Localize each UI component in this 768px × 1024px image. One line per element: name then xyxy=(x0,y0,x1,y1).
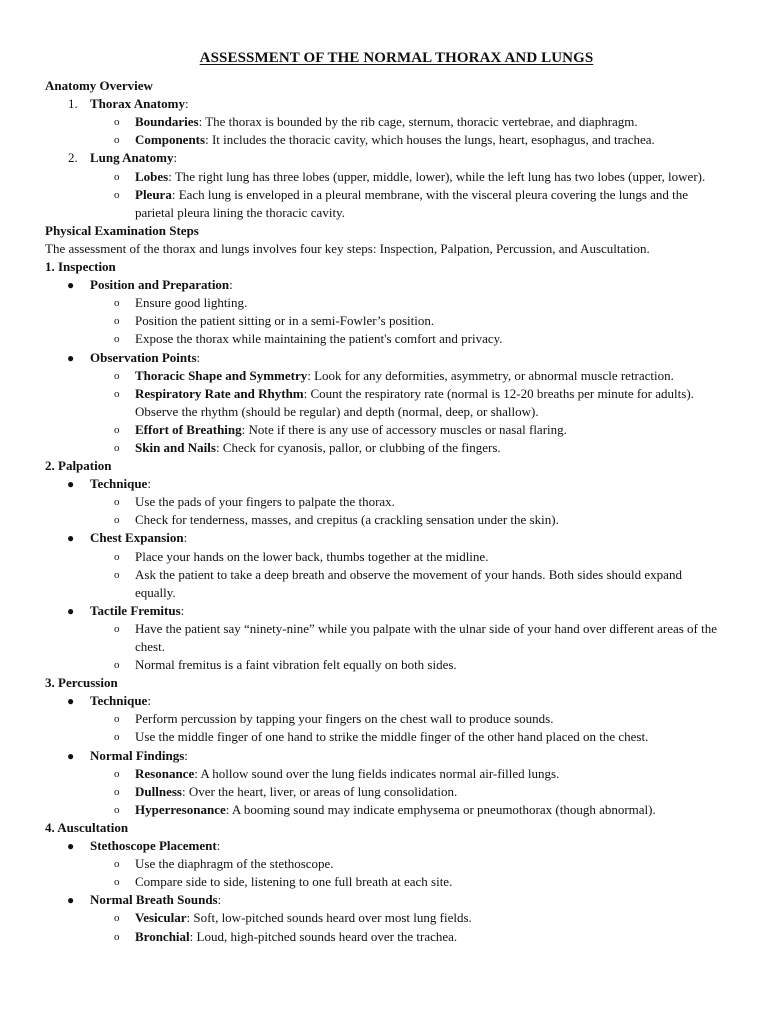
item-term: Bronchial xyxy=(135,928,190,944)
circle-bullet-icon: o xyxy=(114,441,120,454)
item-text: Compare side to side, listening to one full breath at each site. xyxy=(135,874,453,890)
item-text: : Over the heart, liver, or areas of lung consolidation. xyxy=(181,783,458,799)
bullet-icon: ● xyxy=(67,278,75,293)
circle-bullet-icon: o xyxy=(114,622,120,635)
circle-bullet-icon: o xyxy=(114,713,120,726)
group-sublist xyxy=(90,620,728,674)
group-sublist xyxy=(90,294,728,348)
list-item xyxy=(90,548,728,566)
group-label: Tactile Fremitus xyxy=(90,602,181,618)
list-item: o Lobes: The right lung has three lobes (upper, middle, lower), while the left lung has two lobes (upper, lower). xyxy=(90,168,728,186)
group-label: Chest Expansion xyxy=(90,530,184,546)
group-item: ● Normal Findings: o Resonance: A hollow sound over the lung fields indicates normal air-filled lungs. o Dullness: Over the heart, liver, or areas of lung consolidation. o Hyperresonance: A booming sound may indicate emphysema or pneumothorax (though abnormal). xyxy=(45,747,728,819)
group-item: ● Observation Points: o Thoracic Shape and Symmetry: Look for any deformities, asymmetry, or abnormal muscle retraction. o Respiratory Rate and Rhythm: Count the respiratory rate (normal is 12-20 breaths per minute for adults). Observe the rhythm (should be regular) and depth (normal, deep, or shallow). o Effort of Breathing: Note if there is any use of accessory muscles or nasal flaring. o Skin and Nails: Check for cyanosis, pallor, or clubbing of the fingers. xyxy=(45,349,728,458)
list-item xyxy=(90,909,728,927)
circle-bullet-icon: o xyxy=(114,297,120,310)
anatomy-item-label: Thorax Anatomy xyxy=(90,96,185,112)
item-term: Effort of Breathing xyxy=(135,421,242,437)
anatomy-sublist xyxy=(90,113,728,149)
item-text: Use the diaphragm of the stethoscope. xyxy=(135,856,334,872)
list-item xyxy=(90,620,728,656)
exam-heading: Physical Examination Steps xyxy=(45,222,199,238)
list-number: 1. xyxy=(68,96,78,112)
exam-intro: The assessment of the thorax and lungs involves four key steps: Inspection, Palpation, Percussion, and Auscultation. xyxy=(45,240,650,256)
list-item xyxy=(90,511,728,529)
list-item xyxy=(90,765,728,783)
item-text: Use the middle finger of one hand to strike the middle finger of the other hand placed on the chest. xyxy=(135,729,649,745)
list-number: 2. xyxy=(68,150,78,166)
group-item: ● Normal Breath Sounds: o Vesicular: Soft, low-pitched sounds heard over most lung fields. o Bronchial: Loud, high-pitched sounds heard over the trachea. xyxy=(45,891,728,945)
anatomy-sublist xyxy=(90,168,728,222)
group-item: ● Chest Expansion: o Place your hands on the lower back, thumbs together at the midline. o Ask the patient to take a deep breath and observe the movement of your hands. Both sides should expand equally. xyxy=(45,529,728,601)
list-item xyxy=(90,783,728,801)
bullet-icon: ● xyxy=(67,839,75,854)
list-item xyxy=(90,312,728,330)
circle-bullet-icon: o xyxy=(114,912,120,925)
list-item xyxy=(90,656,728,674)
circle-bullet-icon: o xyxy=(114,550,120,563)
section-heading: 1. Inspection xyxy=(45,259,116,275)
circle-bullet-icon: o xyxy=(114,514,120,527)
anatomy-item-label: Lung Anatomy xyxy=(90,150,174,166)
item-text: Position the patient sitting or in a semi-Fowler’s position. xyxy=(135,313,435,329)
bullet-icon: ● xyxy=(67,477,75,492)
group-label: Normal Findings xyxy=(90,747,185,763)
circle-bullet-icon: o xyxy=(114,116,120,129)
circle-bullet-icon: o xyxy=(114,785,120,798)
circle-bullet-icon: o xyxy=(114,767,120,780)
list-item xyxy=(90,801,728,819)
circle-bullet-icon: o xyxy=(114,876,120,889)
group-label: Technique xyxy=(90,476,148,492)
list-item xyxy=(90,710,728,728)
section-heading: 4. Auscultation xyxy=(45,819,129,835)
item-term: Vesicular xyxy=(135,910,187,926)
group-sublist xyxy=(90,710,728,746)
list-item xyxy=(90,728,728,746)
item-term: Skin and Nails xyxy=(135,439,216,455)
group-item: ● Stethoscope Placement: o Use the diaphragm of the stethoscope. o Compare side to side, listening to one full breath at each site. xyxy=(45,837,728,891)
group-label: Observation Points xyxy=(90,349,197,365)
anatomy-list xyxy=(45,95,728,222)
group-label: Normal Breath Sounds xyxy=(90,892,218,908)
bullet-icon: ● xyxy=(67,694,75,709)
item-text: Check for tenderness, masses, and crepitus (a crackling sensation under the skin). xyxy=(135,512,559,528)
group-sublist xyxy=(90,548,728,602)
bullet-icon: ● xyxy=(67,893,75,908)
item-text: : A booming sound may indicate emphysema or pneumothorax (though abnormal). xyxy=(225,801,656,817)
item-text: Ensure good lighting. xyxy=(135,295,248,311)
section-list xyxy=(45,276,728,457)
section-list xyxy=(45,475,728,674)
list-item xyxy=(90,294,728,312)
item-term: Resonance xyxy=(135,765,195,781)
section-list xyxy=(45,692,728,819)
circle-bullet-icon: o xyxy=(114,496,120,509)
circle-bullet-icon: o xyxy=(114,930,120,943)
item-text: : Check for cyanosis, pallor, or clubbing of the fingers. xyxy=(215,439,501,455)
list-item xyxy=(90,855,728,873)
exam-sections xyxy=(45,258,728,946)
circle-bullet-icon: o xyxy=(114,568,120,581)
item-text: Expose the thorax while maintaining the patient's comfort and privacy. xyxy=(135,331,503,347)
item-text: Place your hands on the lower back, thumbs together at the midline. xyxy=(135,548,489,564)
list-item xyxy=(90,439,728,457)
anatomy-item: 1. Thorax Anatomy: o Boundaries: The thorax is bounded by the rib cage, sternum, thoracic vertebrae, and diaphragm. o Components: It includes the thoracic cavity, which houses the lungs, heart, esophagus, and trachea. xyxy=(45,95,728,149)
bullet-icon: ● xyxy=(67,748,75,763)
item-text: : Note if there is any use of accessory muscles or nasal flaring. xyxy=(241,421,567,437)
circle-bullet-icon: o xyxy=(114,659,120,672)
list-item xyxy=(90,928,728,946)
anatomy-heading: Anatomy Overview xyxy=(45,78,153,94)
section-list xyxy=(45,837,728,946)
group-sublist xyxy=(90,493,728,529)
circle-bullet-icon: o xyxy=(114,423,120,436)
list-item xyxy=(90,873,728,891)
group-sublist xyxy=(90,367,728,457)
section-heading: 2. Palpation xyxy=(45,458,112,474)
document-title: ASSESSMENT OF THE NORMAL THORAX AND LUNGS xyxy=(199,50,594,66)
list-item xyxy=(90,493,728,511)
list-item xyxy=(90,385,728,421)
circle-bullet-icon: o xyxy=(114,188,120,201)
item-term: Dullness xyxy=(135,783,182,799)
item-text: : Look for any deformities, asymmetry, or abnormal muscle retraction. xyxy=(307,367,674,383)
group-item: ● Technique: o Perform percussion by tapping your fingers on the chest wall to produce sounds. o Use the middle finger of one hand to strike the middle finger of the other hand placed on the chest. xyxy=(45,692,728,746)
item-text: : Loud, high-pitched sounds heard over the trachea. xyxy=(189,928,458,944)
item-text: : Soft, low-pitched sounds heard over most lung fields. xyxy=(186,910,472,926)
item-text: : Count the respiratory rate (normal is 12-20 breaths per minute for adults). Observe the rhythm (should be regular) and depth (normal, deep, or shallow). xyxy=(135,385,694,419)
group-label: Stethoscope Placement xyxy=(90,838,217,854)
group-item: ● Position and Preparation: o Ensure good lighting. o Position the patient sitting or in a semi-Fowler’s position. o Expose the thorax while maintaining the patient's comfort and privacy. xyxy=(45,276,728,348)
circle-bullet-icon: o xyxy=(114,134,120,147)
item-term: Hyperresonance xyxy=(135,801,226,817)
group-label: Position and Preparation xyxy=(90,277,230,293)
list-item: o Components: It includes the thoracic cavity, which houses the lungs, heart, esophagus, and trachea. xyxy=(90,131,728,149)
item-text: Normal fremitus is a faint vibration felt equally on both sides. xyxy=(135,657,457,673)
section-heading: 3. Percussion xyxy=(45,675,118,691)
circle-bullet-icon: o xyxy=(114,803,120,816)
circle-bullet-icon: o xyxy=(114,369,120,382)
circle-bullet-icon: o xyxy=(114,170,120,183)
group-sublist xyxy=(90,765,728,819)
group-sublist xyxy=(90,855,728,891)
list-item xyxy=(90,330,728,348)
list-item xyxy=(90,367,728,385)
list-item: o Boundaries: The thorax is bounded by the rib cage, sternum, thoracic vertebrae, and diaphragm. xyxy=(90,113,728,131)
list-item xyxy=(90,566,728,602)
group-item: ● Technique: o Use the pads of your fingers to palpate the thorax. o Check for tenderness, masses, and crepitus (a crackling sensation under the skin). xyxy=(45,475,728,529)
group-sublist xyxy=(90,909,728,945)
anatomy-item: 2. Lung Anatomy: o Lobes: The right lung has three lobes (upper, middle, lower), while the left lung has two lobes (upper, lower). o Pleura: Each lung is enveloped in a pleural membrane, with the visceral pleura covering the lungs and the parietal pleura lining the thoracic cavity. xyxy=(45,149,728,221)
circle-bullet-icon: o xyxy=(114,858,120,871)
bullet-icon: ● xyxy=(67,531,75,546)
item-text: Have the patient say “ninety-nine” while you palpate with the ulnar side of your hand over different areas of the chest. xyxy=(135,620,718,654)
bullet-icon: ● xyxy=(67,350,75,365)
item-text: Perform percussion by tapping your fingers on the chest wall to produce sounds. xyxy=(135,711,554,727)
circle-bullet-icon: o xyxy=(114,315,120,328)
group-item: ● Tactile Fremitus: o Have the patient say “ninety-nine” while you palpate with the ulnar side of your hand over different areas of the chest. o Normal fremitus is a faint vibration felt equally on both sides. xyxy=(45,602,728,674)
circle-bullet-icon: o xyxy=(114,387,120,400)
item-text: : A hollow sound over the lung fields indicates normal air-filled lungs. xyxy=(194,765,560,781)
list-item: o Pleura: Each lung is enveloped in a pleural membrane, with the visceral pleura covering the lungs and the parietal pleura lining the thoracic cavity. xyxy=(114,186,689,220)
item-text: Ask the patient to take a deep breath and observe the movement of your hands. Both sides should expand equally. xyxy=(135,566,682,600)
item-term: Thoracic Shape and Symmetry xyxy=(135,367,308,383)
circle-bullet-icon: o xyxy=(114,333,120,346)
circle-bullet-icon: o xyxy=(114,731,120,744)
item-term: Respiratory Rate and Rhythm xyxy=(135,385,304,401)
group-label: Technique xyxy=(90,693,148,709)
list-item xyxy=(90,421,728,439)
item-text: Use the pads of your fingers to palpate the thorax. xyxy=(135,494,395,510)
bullet-icon: ● xyxy=(67,603,75,618)
